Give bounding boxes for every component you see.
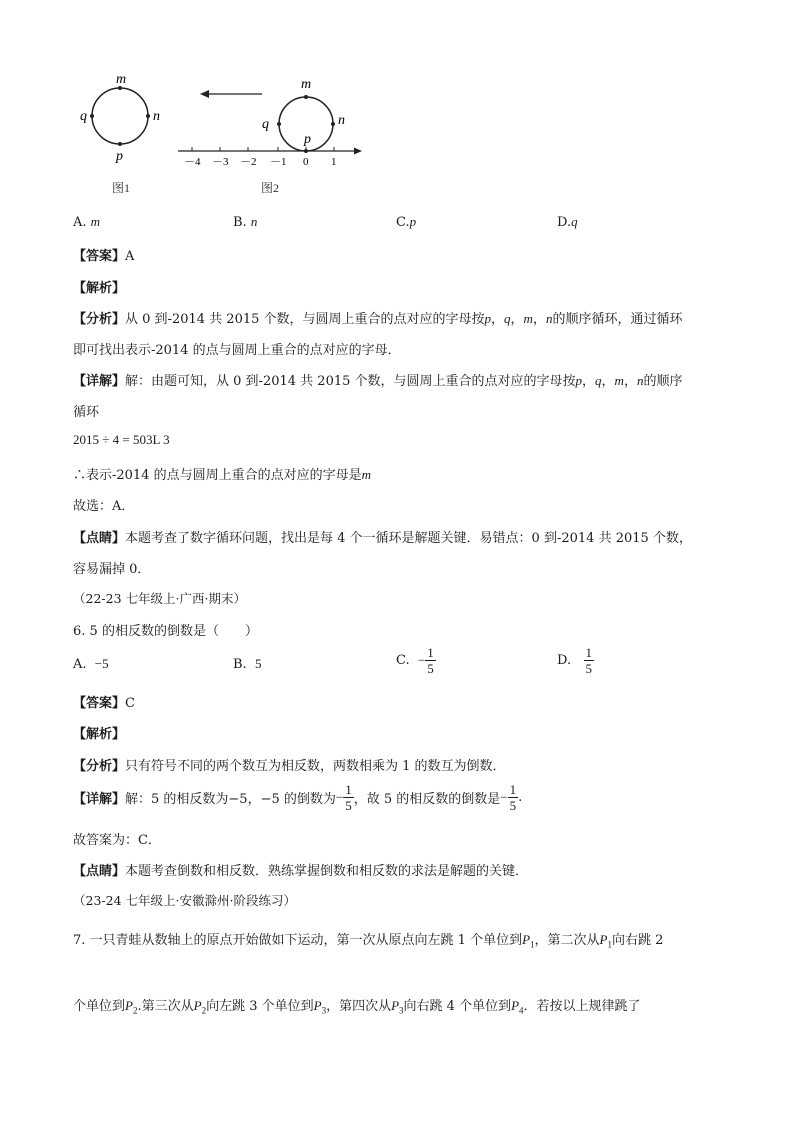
tick-label: －3 (212, 156, 229, 168)
q5-fenxi-line2: 即可找出表示-2014 的点与圆周上重合的点对应的字母． (73, 343, 401, 358)
fig1-label-n: n (153, 109, 160, 124)
q5-calc: 2015 ÷ 4 = 503L 3 (73, 432, 170, 447)
q5-xiangjie-line1: 【详解】解：由题可知，从 0 到-2014 共 2015 个数，与圆周上重合的点对应的字母按p，q，m，n的顺序 (73, 373, 683, 389)
q5-option-c: C.p (396, 214, 417, 230)
fig1-label-q: q (80, 109, 87, 124)
q6-question: 6. 5 的相反数的倒数是（ ） (73, 624, 258, 639)
fig2-label-m: m (301, 77, 312, 92)
q5-option-d: D.q (557, 214, 578, 230)
fraction: $\frac{1}{5}$ (585, 645, 592, 676)
fig2-caption: 图2 (261, 181, 280, 195)
q6-option-a: A. −5 (73, 656, 109, 672)
q7-source: （23-24 七年级上·安徽滁州·阶段练习） (73, 893, 296, 908)
fig2-label-p: p (304, 132, 311, 147)
q5-choose: 故选：A． (73, 499, 135, 514)
fig1-caption: 图1 (112, 181, 131, 195)
q5-analysis-heading: 【解析】 (73, 281, 126, 296)
q5-fenxi-line1: 【分析】从 0 到-2014 共 2015 个数，与圆周上重合的点对应的字母按p，q，m，n的顺序循环，通过循环 (73, 311, 683, 327)
q6-option-d: D. $\frac{1}{5}$ (557, 645, 592, 676)
figure-1 (80, 72, 160, 195)
tick-label: －4 (184, 156, 201, 168)
fig1-label-m: m (116, 72, 127, 87)
q6-analysis-heading: 【解析】 (73, 727, 126, 742)
fig1-label-p: p (116, 149, 123, 164)
q5-xiangjie-line2: 循环 (73, 405, 100, 420)
q6-choose: 故答案为：C． (73, 833, 161, 848)
q6-fenxi: 【分析】只有符号不同的两个数互为相反数，两数相乘为 1 的数互为倒数． (73, 759, 506, 774)
q6-answer: 【答案】C (73, 696, 135, 711)
q5-conclusion: ∴表示-2014 的点与圆周上重合的点对应的字母是m (73, 467, 371, 483)
q5-dianjing-line1: 【点睛】本题考查了数字循环问题，找出是每 4 个一循环是解题关键．易错点：0 到-2014 共 2015 个数， (73, 531, 692, 546)
q7-line2: 个单位到$P_2$.第三次从$P_2$向左跳 3 个单位到$P_3$，第四次从$P_3$向右跳 4 个单位到$P_4$．若按以上规律跳了 (73, 998, 641, 1016)
figure-circles (60, 70, 380, 200)
fraction: $\frac{1}{5}$ (345, 782, 352, 813)
tick-label: 1 (331, 156, 337, 168)
q6-dianjing: 【点睛】本题考查倒数和相反数．熟练掌握倒数和相反数的求法是解题的关键． (73, 864, 529, 879)
fig2-label-q: q (262, 117, 269, 132)
left-arrow (200, 90, 262, 98)
q6-option-c: C. − $\frac{1}{5}$ (396, 645, 434, 676)
q6-source: （22-23 七年级上·广西·期末） (73, 591, 246, 606)
fraction: $\frac{1}{5}$ (427, 645, 434, 676)
number-line (178, 147, 362, 168)
q5-answer: 【答案】A (73, 249, 135, 264)
fig2-label-n: n (338, 113, 345, 128)
tick-label: －1 (270, 156, 287, 168)
tick-label: －2 (240, 156, 257, 168)
q5-dianjing-line2: 容易漏掉 0． (73, 562, 151, 577)
q5-option-b: B. n (233, 214, 258, 230)
q6-xiangjie: 【详解】解：5 的相反数为−5，−5 的倒数为− $\frac{1}{5}$ ，故 5 的相反数的倒数是− $\frac{1}{5}$ . (73, 782, 523, 813)
q7-line1: 7. 一只青蛙从数轴上的原点开始做如下运动，第一次从原点向左跳 1 个单位到$P_1$，第二次从$P_1$向右跳 2 (73, 932, 664, 950)
q5-option-a: A. m (73, 214, 101, 230)
q6-option-b: B. 5 (233, 656, 262, 672)
fraction: $\frac{1}{5}$ (509, 782, 517, 813)
tick-label: 0 (303, 156, 309, 168)
